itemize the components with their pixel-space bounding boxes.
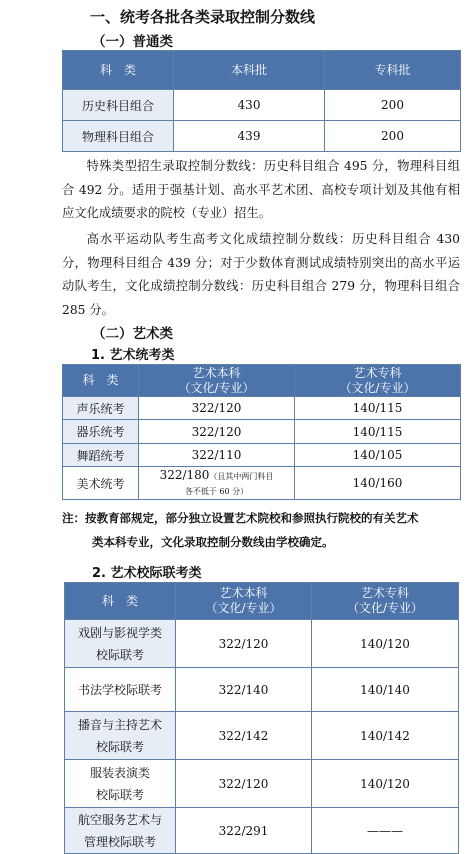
table-row <box>63 444 461 467</box>
cell-value: 322/291 <box>176 808 312 854</box>
section-art-heading: （二）艺术类 <box>92 326 173 342</box>
col-header-subject: 科 类 <box>65 583 176 620</box>
table-row <box>65 620 459 668</box>
paragraph-sports: 高水平运动队考生高考文化成绩控制分数线：历史科目组合 430 分，物理科目组合 439 分；对于少数体育测试成绩特别突出的高水平运动队考生，文化成绩控制分数线：历史科目组合 279 分，物理科目组合 285 分。 <box>62 232 460 318</box>
row-name-line: 管理校际联考 <box>83 834 156 849</box>
cell-value: 322/110 <box>139 444 295 467</box>
col-header-subject: 科 类 <box>63 51 174 90</box>
cell-value: 322/120 <box>139 397 295 420</box>
cell-value: 322/140 <box>176 668 312 712</box>
row-name-line: 校际联考 <box>95 739 144 754</box>
row-name-line: 戏剧与影视学类 <box>77 625 162 640</box>
table-row <box>65 668 459 712</box>
art-unified-table <box>62 364 461 500</box>
main-heading: 一、统考各批各类录取控制分数线 <box>90 8 316 26</box>
cell-value: 140/115 <box>295 397 461 420</box>
header-line: （文化/专业） <box>346 601 424 615</box>
table-header-row <box>65 583 459 620</box>
row-name: 历史科目组合 <box>63 90 174 121</box>
col-header-junior: 专科批 <box>325 51 461 90</box>
cell-value: 140/120 <box>312 620 459 668</box>
col-header-subject: 科 类 <box>63 365 139 397</box>
cell-value: 140/105 <box>295 444 461 467</box>
table-row <box>63 467 461 500</box>
row-name: 舞蹈统考 <box>63 444 139 467</box>
cell-value: 200 <box>325 90 461 121</box>
cell-value: 430 <box>174 90 325 121</box>
art-joint-table <box>64 582 459 854</box>
section-general-heading: （一）普通类 <box>92 34 173 50</box>
col-header-bachelor: 本科批 <box>174 51 325 90</box>
row-name: 美术统考 <box>63 467 139 500</box>
table-row <box>65 712 459 760</box>
cell-value: 322/142 <box>176 712 312 760</box>
table-row <box>63 420 461 444</box>
cell-value: 322/120 <box>139 420 295 444</box>
row-name-line: 航空服务艺术与 <box>77 812 162 827</box>
cell-value: 439 <box>174 121 325 152</box>
value-main: 322/180 <box>159 467 210 482</box>
value-note: （且其中两门科目 <box>209 471 274 481</box>
col-header-art-bachelor <box>176 583 312 620</box>
row-name: 器乐统考 <box>63 420 139 444</box>
cell-value: 140/160 <box>295 467 461 500</box>
table-row <box>63 90 461 121</box>
row-name <box>65 620 176 668</box>
cell-value: 200 <box>325 121 461 152</box>
header-line: 艺术本科 <box>192 365 241 380</box>
table-row <box>65 760 459 808</box>
header-line: 艺术本科 <box>219 586 268 600</box>
cell-value: 140/140 <box>312 668 459 712</box>
cell-value: 140/142 <box>312 712 459 760</box>
table-header-row <box>63 51 461 90</box>
sub-art-unified-heading: 1. 艺术统考类 <box>91 348 175 363</box>
row-name <box>65 760 176 808</box>
row-name <box>65 668 176 712</box>
col-header-art-bachelor <box>139 365 295 397</box>
cell-value: 140/115 <box>295 420 461 444</box>
row-name-line: 服装表演类 <box>89 765 150 780</box>
cell-value: 322/120 <box>176 620 312 668</box>
cell-value: 322/120 <box>176 760 312 808</box>
header-line: （文化/专业） <box>178 380 255 395</box>
sub-art-joint-heading: 2. 艺术校际联考类 <box>92 566 202 581</box>
value-note: 各不低于 60 分） <box>184 486 249 496</box>
row-name-line: 校际联考 <box>95 787 144 802</box>
table-row <box>63 397 461 420</box>
note-line-1: 注：按教育部规定，部分独立设置艺术院校和参照执行院校的有关艺术 <box>62 511 419 525</box>
header-line: 艺术专科 <box>353 365 402 380</box>
row-name-line: 书法学校际联考 <box>77 683 162 697</box>
table-row <box>65 808 459 854</box>
paragraph-special-type: 特殊类型招生录取控制分数线：历史科目组合 495 分，物理科目组合 492 分。适用于强基计划、高水平艺术团、高校专项计划及其他有相应文化成绩要求的院校（专业）招生。 <box>62 159 460 221</box>
note-line-2: 类本科专业，文化录取控制分数线由学校确定。 <box>92 535 334 549</box>
header-line: （文化/专业） <box>205 601 282 615</box>
table-row <box>63 121 461 152</box>
row-name-line: 播音与主持艺术 <box>77 717 162 732</box>
col-header-art-junior <box>295 365 461 397</box>
row-name <box>65 808 176 854</box>
row-name: 声乐统考 <box>63 397 139 420</box>
cell-value <box>139 467 295 500</box>
cell-value: 140/120 <box>312 760 459 808</box>
col-header-art-junior <box>312 583 459 620</box>
row-name-line: 校际联考 <box>95 647 144 662</box>
general-score-table <box>62 50 461 152</box>
value-line <box>139 468 294 484</box>
header-line: 艺术专科 <box>360 586 409 600</box>
header-line: （文化/专业） <box>339 380 416 395</box>
row-name <box>65 712 176 760</box>
table-header-row <box>63 365 461 397</box>
row-name: 物理科目组合 <box>63 121 174 152</box>
cell-value: ——— <box>312 808 459 854</box>
